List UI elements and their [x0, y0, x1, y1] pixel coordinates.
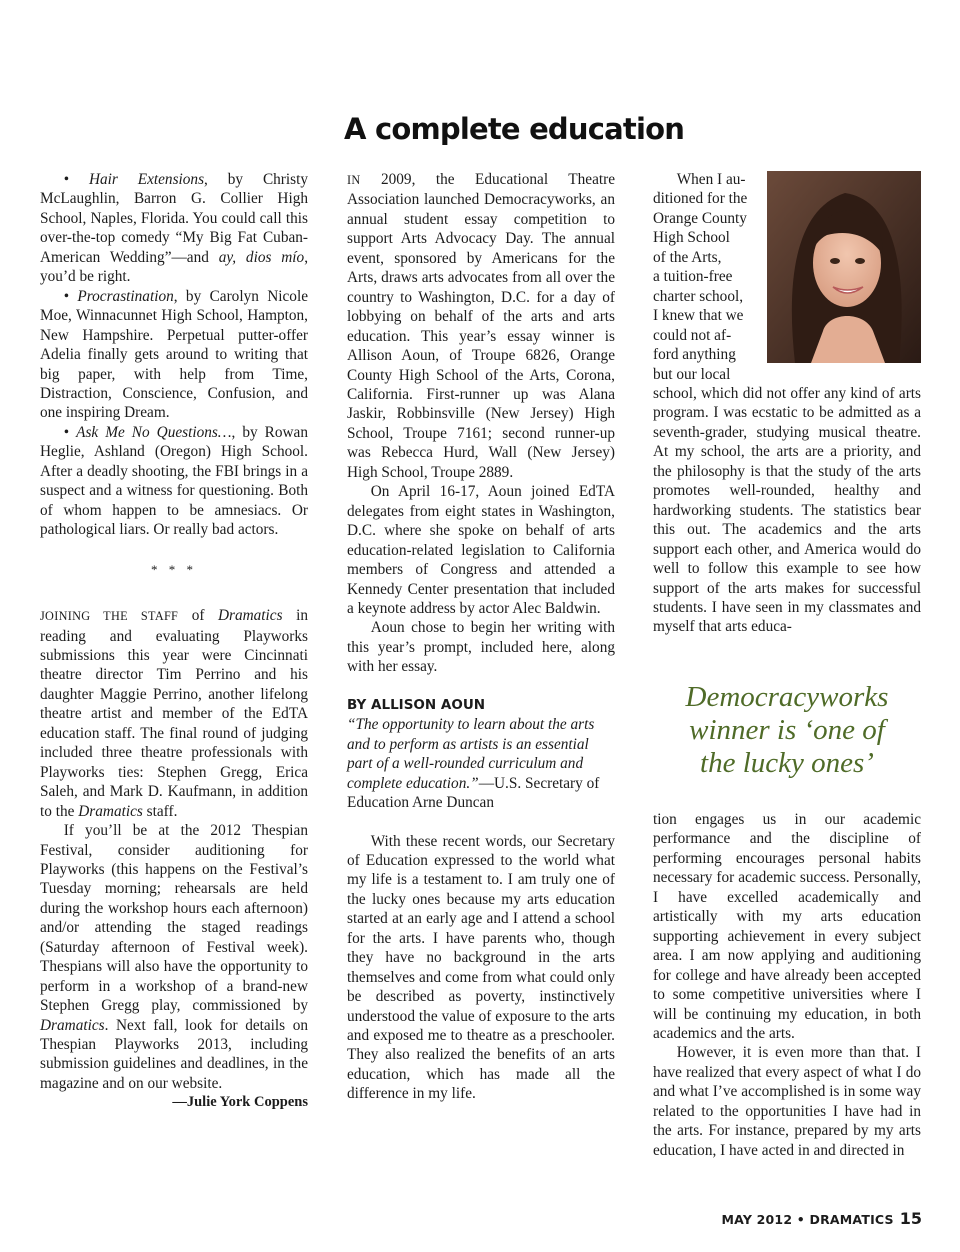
play-entry: • Ask Me No Questions…, by Rowan Heglie, Ashland (Oregon) High School. After a deadly shooting, the FBI brings in a suspect and a witness for questioning. Both of whom happen to be amnesiacs. Or pathological liars. Or really bad actors.: [40, 423, 308, 539]
intro-paragraph: IN 2009, the Educational Theatre Association launched Democracyworks, an annual student essay competition to support Arts Advocacy Day. The annual event, sponsored by Americans for the Arts, draws arts advocates from all over the country to Washington, D.C. for a day of lobbying on behalf of the arts and arts education. This year’s essay winner is Allison Aoun, of Troupe 6826, Orange County High School of the Arts, Corona, California. First-runner up was Alana Jaskir, Robbinsville (New Jersey) High School, Troupe 7161; second runner-up was Rebecca Hurd, Wall (New Jersey) High School, Troupe 2889.: [347, 171, 615, 481]
essay-paragraph: school, which did not offer any kind of arts program. I was ecstatic to be admitted as a seventh-grader, studying musical theatre. At my school, the arts are a priority, and the philosophy is that the study of the arts promotes well-rounded, healthy and hardworking students. The statistics bear this out. The academics and the arts support each other, and America would do well to follow this example to see how support of the arts makes for successful students. I have seen in my classmates and myself that arts educa-: [653, 384, 921, 636]
issue-label: MAY 2012 • DRAMATICS: [721, 1212, 894, 1227]
play-title: Hair Extensions: [88, 171, 205, 188]
wrap-line: Orange County: [653, 209, 747, 227]
wrap-line: I knew that we: [653, 307, 744, 325]
right-column: [653, 170, 921, 637]
festival-paragraph: If you’ll be at the 2012 Thespian Festival, consider auditioning for Playworks (this happens on the Festival’s Tuesday morning; rehearsals are held during the workshop hours each afternoon) and/or attending the staged readings (Saturday afternoon of Festival week). Thespians will also have the opportunity to perform in a workshop of a brand-new Stephen Gregg play, commissioned by Dramatics. Next fall, look for details on Thespian Playworks 2013, including submission guidelines and deadlines, in the magazine and on our website.: [40, 822, 308, 1092]
wrap-line: When I au-: [676, 171, 746, 188]
essay-prompt: “The opportunity to learn about the arts and to perform as artists is an essential part of a well-rounded curriculum and complete education.”—U.S. Secretary of Education Arne Duncan: [347, 716, 600, 812]
body-paragraph: On April 16-17, Aoun joined EdTA delegates from eight states in Washington, D.C. where she spoke on behalf of arts education-related legislation to California members of Congress and attended a Kennedy Center presentation that included a keynote address by actor Alec Baldwin.: [347, 483, 615, 617]
wrap-line: ditioned for the: [653, 190, 748, 208]
wrap-line: charter school,: [653, 287, 744, 305]
section-separator: * * *: [151, 561, 197, 577]
middle-column: [347, 170, 615, 1104]
pull-quote-line: winner is ‘one of: [689, 714, 885, 746]
play-title: Procrastination: [77, 287, 174, 305]
wrap-line: of the Arts,: [653, 248, 722, 266]
left-column: [40, 170, 308, 1113]
pull-quote: [652, 681, 922, 780]
photo-wrap-text: [653, 170, 763, 384]
pull-quote-line: the lucky ones’: [700, 747, 874, 779]
author-signature: —Julie York Coppens: [172, 1094, 308, 1111]
page-footer: [722, 1209, 922, 1228]
wrap-line: could not af-: [653, 326, 732, 344]
essay-paragraph: With these recent words, our Secretary of Education expressed to the world what my life is a testament to. I am truly one of the lucky ones because my arts education started at an early age and I attend a school for the arts. I have parents who, though they have no background in the arts themselves and come from what could only be described as poverty, instinctively understood the value of exposure to the arts and exposed me to theatre as a preschooler. They also realized the benefits of an arts education, which has made all the difference in my life.: [347, 832, 615, 1103]
pull-quote-line: Democracyworks: [685, 681, 889, 713]
staff-paragraph: JOINING THE STAFF of Dramatics in reading and evaluating Playworks submissions this year were Cincinnati theatre director Tim Perrino and his daughter Maggie Perrino, another lifelong theatre artist and member of the EdTA education staff. The final round of judging included three theatre professionals with Playworks ties: Stephen Gregg, Erica Saleh, and Mark D. Kaufmann, in addition to the Dramatics staff.: [40, 607, 308, 820]
essay-paragraph: However, it is even more than that. I have realized that every aspect of what I do and what I’ve accomplished is in some way related to the opportunities I have had in the arts. For instance, prepared by my arts education, I have acted in and directed in: [653, 1044, 921, 1159]
essay-paragraph: tion engages us in our academic performance and the discipline of performing encourages personal habits necessary for academic success. Personally, I have excelled academically and artistically with my arts education supporting achievement in every subject area. I am now applying and auditioning for college and have already been accepted to some competitive universities where I will be continuing my education, in both academics and the arts.: [653, 811, 921, 1042]
page-number: 15: [899, 1209, 922, 1228]
body-paragraph: Aoun chose to begin her writing with this year’s prompt, included here, along with her essay.: [347, 619, 615, 676]
wrap-line: a tuition-free: [653, 268, 733, 286]
wrap-line: High School: [653, 229, 730, 247]
wrap-line: ford anything: [653, 346, 736, 364]
wrap-line: but our local: [653, 365, 731, 383]
play-title: Ask Me No Questions…: [76, 423, 232, 441]
play-entry: • Procrastination, by Carolyn Nicole Moe, Winnacunnet High School, Hampton, New Hampshire. Perpetual putter-offer Adelia finally gets around to writing that big paper, with help from Time, Distraction, Conscience, Confusion, and one inspiring Dream.: [40, 287, 308, 422]
play-entry: • Hair Extensions, by Christy McLaughlin, Barron G. Collier High School, Naples, Florida. You could call this over-the-top comedy “My Big Fat Cuban-American Wedding”—and ay, dios mío, you’d be right.: [40, 171, 309, 286]
right-column-lower: [653, 810, 921, 1160]
page-title: A complete education: [344, 112, 685, 146]
essay-byline: BY ALLISON AOUN: [347, 696, 486, 713]
